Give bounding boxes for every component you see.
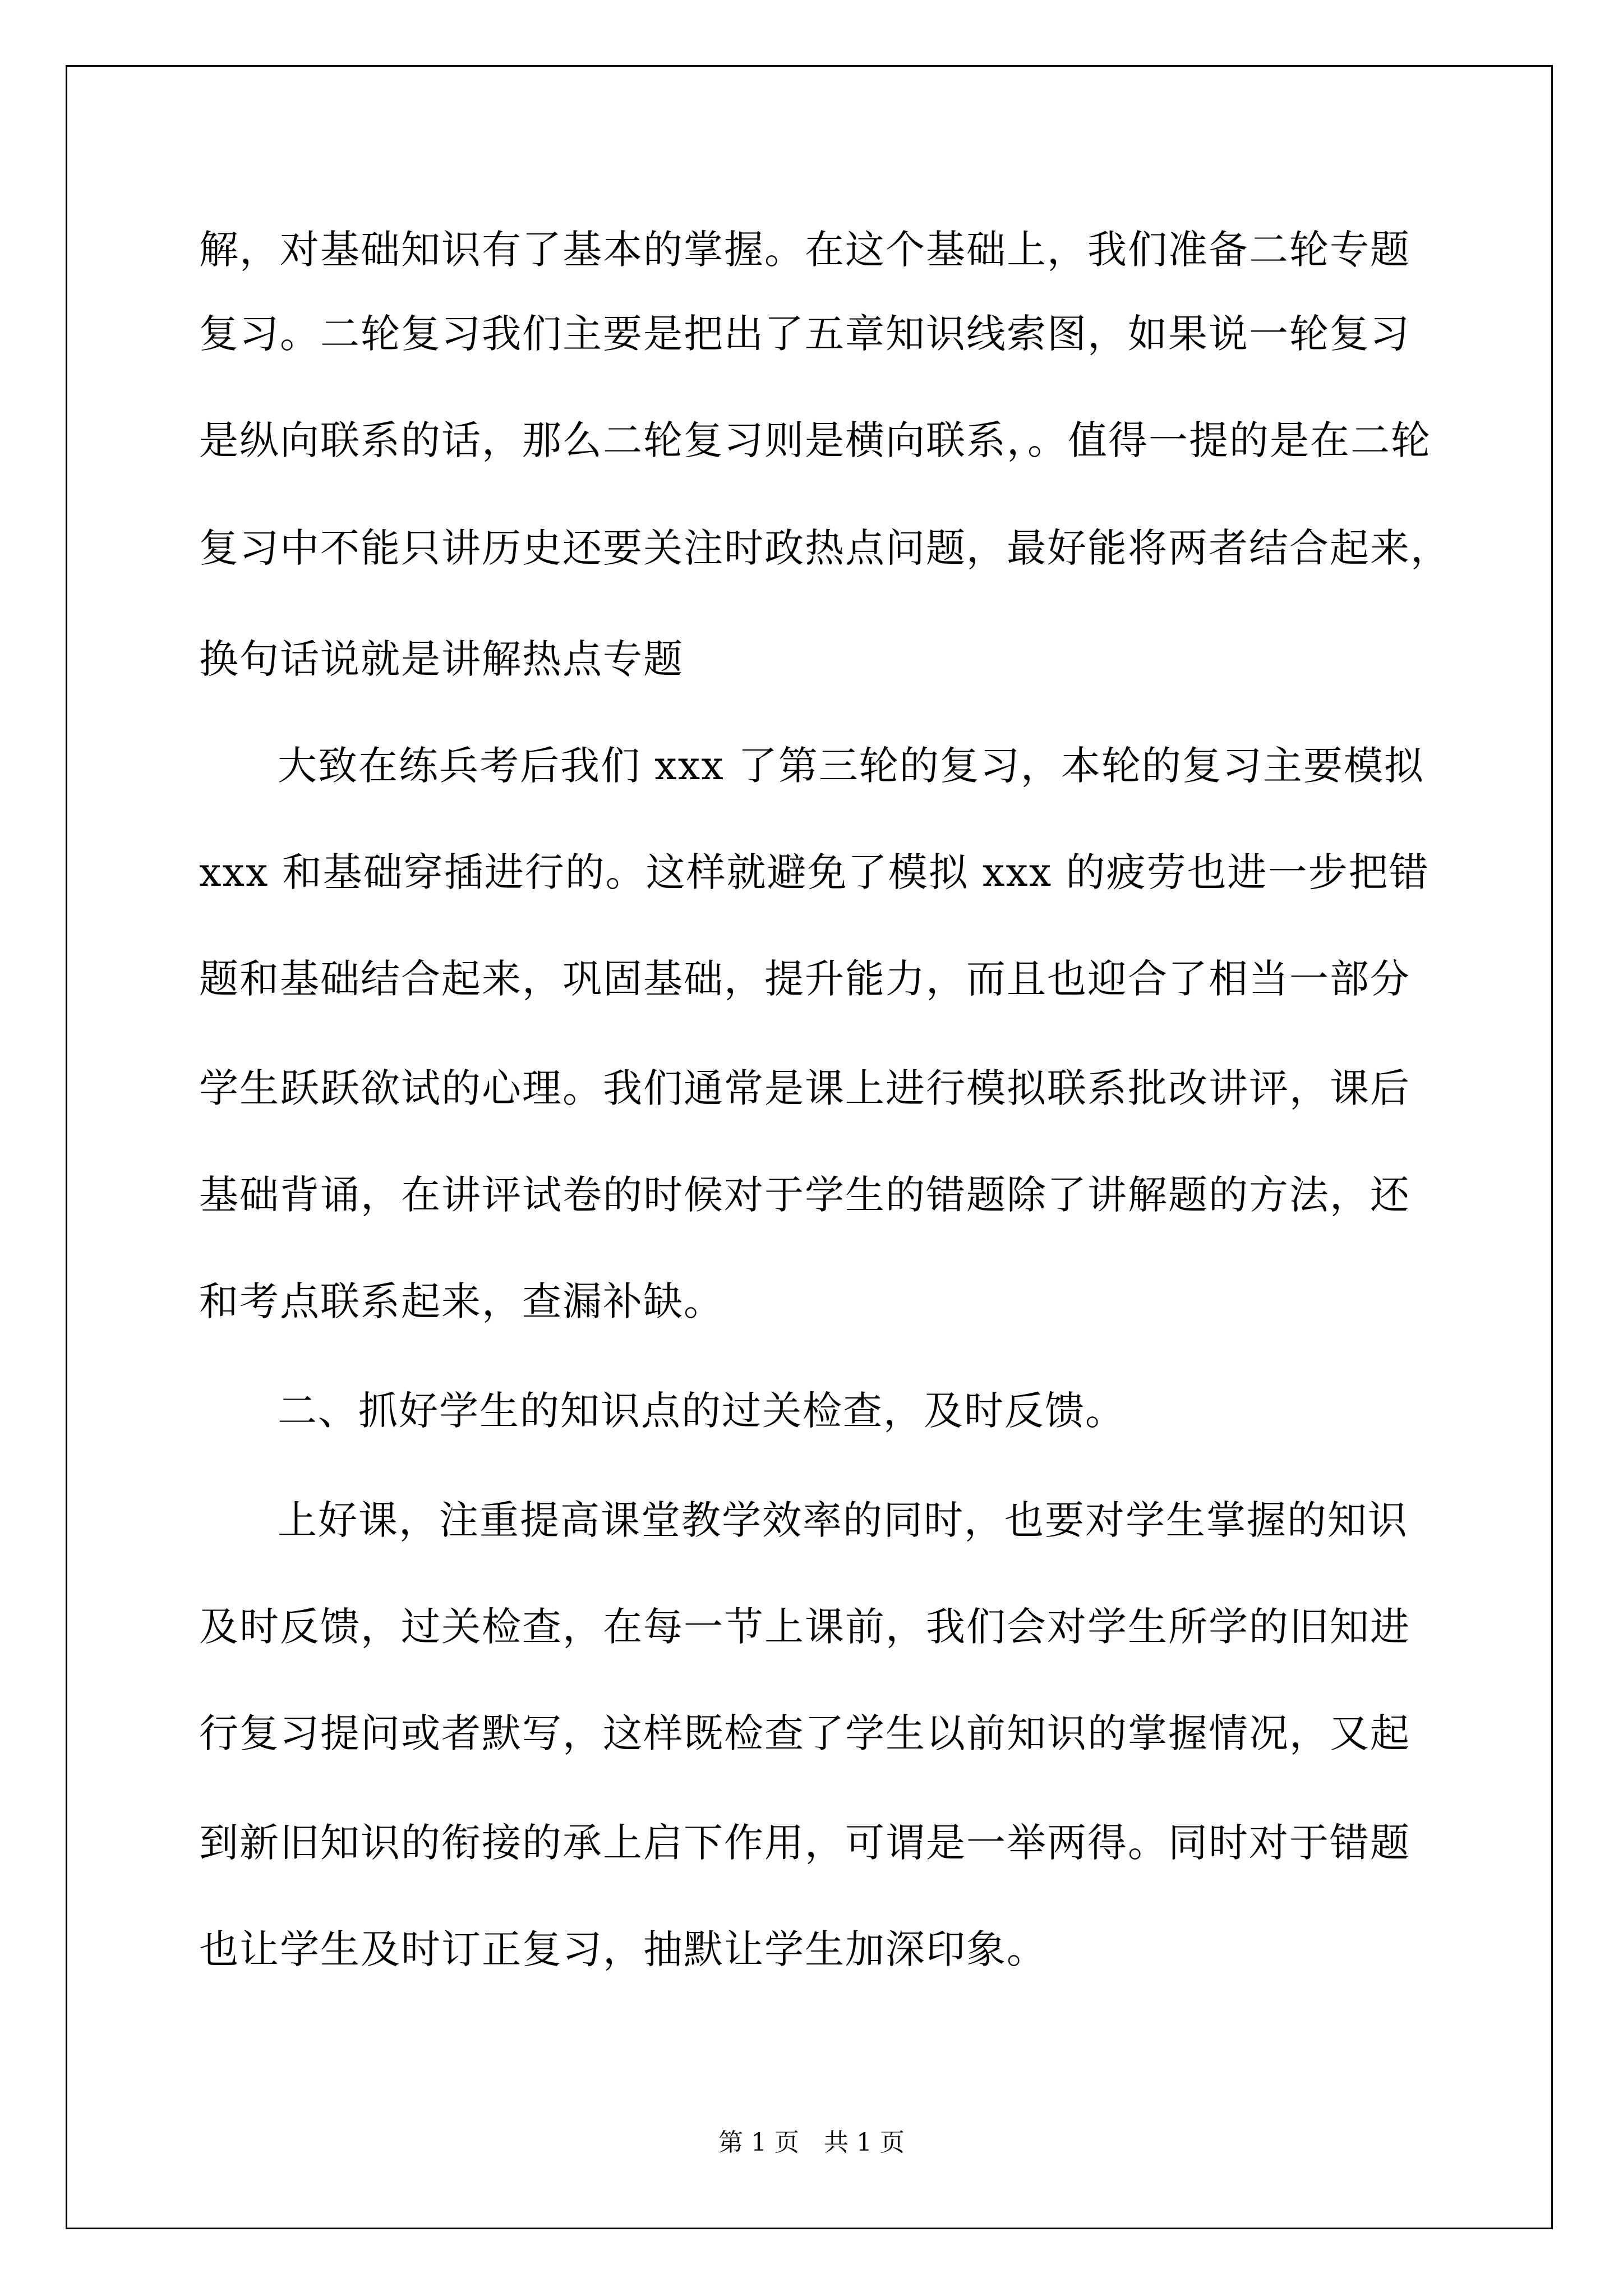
paragraph-2-line-5: 基础背诵，在讲评试卷的时候对于学生的错题除了讲解题的方法，还 xyxy=(199,1172,1410,1218)
paragraph-1-line-3: 是纵向联系的话，那么二轮复习则是横向联系，。值得一提的是在二轮 xyxy=(199,417,1431,463)
page-number-footer: 第 1 页 共 1 页 xyxy=(718,2128,905,2157)
paragraph-2-line-4: 学生跃跃欲试的心理。我们通常是课上进行模拟联系批改讲评，课后 xyxy=(199,1065,1410,1111)
paragraph-1-line-4: 复习中不能只讲历史还要关注时政热点问题，最好能将两者结合起来， xyxy=(199,525,1451,571)
paragraph-2-line-6: 和考点联系起来，查漏补缺。 xyxy=(199,1278,724,1324)
paragraph-4-line-4: 到新旧知识的衔接的承上启下作用，可谓是一举两得。同时对于错题 xyxy=(199,1820,1410,1866)
paragraph-1-line-1: 解，对基础知识有了基本的掌握。在这个基础上，我们准备二轮专题 xyxy=(199,227,1410,273)
paragraph-1-line-5: 换句话说就是讲解热点专题 xyxy=(199,636,684,682)
paragraph-4-line-2: 及时反馈，过关检查，在每一节上课前，我们会对学生所学的旧知进 xyxy=(199,1604,1410,1650)
paragraph-4-line-1: 上好课，注重提高课堂教学效率的同时，也要对学生掌握的知识 xyxy=(278,1497,1408,1543)
paragraph-1-line-2: 复习。二轮复习我们主要是把出了五章知识线索图，如果说一轮复习 xyxy=(199,311,1410,357)
section-heading-2: 二、抓好学生的知识点的过关检查，及时反馈。 xyxy=(278,1388,1126,1434)
paragraph-4-line-3: 行复习提问或者默写，这样既检查了学生以前知识的掌握情况，又起 xyxy=(199,1710,1410,1756)
paragraph-4-line-5: 也让学生及时订正复习，抽默让学生加深印象。 xyxy=(199,1926,1047,1972)
paragraph-2-line-1: 大致在练兵考后我们 xxx 了第三轮的复习，本轮的复习主要模拟 xyxy=(278,743,1424,789)
paragraph-2-line-2: xxx 和基础穿插进行的。这样就避免了模拟 xxx 的疲劳也进一步把错 xyxy=(199,849,1430,895)
paragraph-2-line-3: 题和基础结合起来，巩固基础，提升能力，而且也迎合了相当一部分 xyxy=(199,956,1410,1002)
page-border xyxy=(66,65,1553,2229)
